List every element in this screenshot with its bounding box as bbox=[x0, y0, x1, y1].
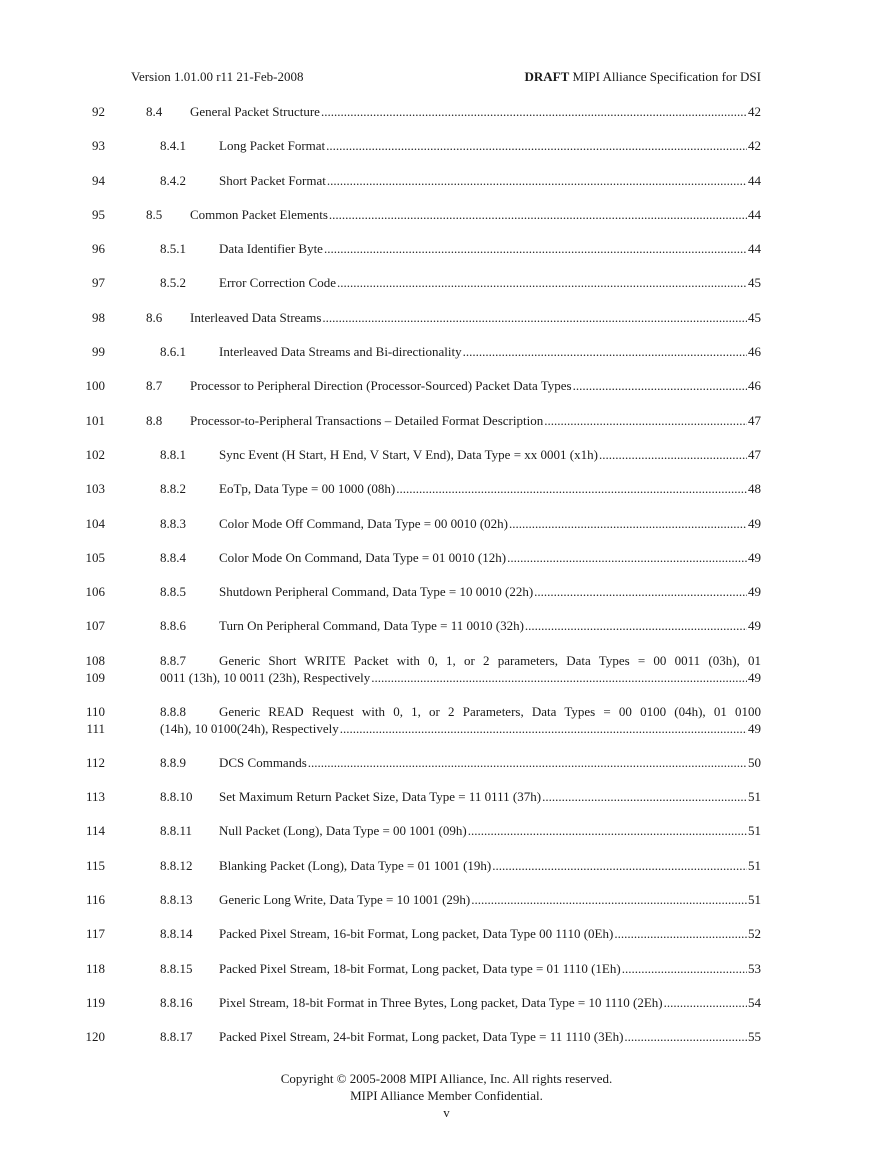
toc-entry[interactable] bbox=[0, 926, 893, 960]
section-number: 8.8.9 bbox=[160, 754, 186, 770]
dot-leader bbox=[542, 789, 747, 805]
toc-entry-title-line bbox=[190, 104, 761, 120]
toc-entry[interactable] bbox=[0, 173, 893, 207]
section-number: 8.8.8 bbox=[160, 703, 186, 719]
page-ref: 46 bbox=[748, 378, 761, 394]
toc-entry[interactable] bbox=[0, 704, 893, 755]
toc-entry[interactable] bbox=[0, 858, 893, 892]
toc-entry[interactable] bbox=[0, 789, 893, 823]
toc-entry[interactable] bbox=[0, 653, 893, 704]
section-title-continued: 0011 (13h), 10 0011 (23h), Respectively bbox=[160, 669, 371, 685]
section-title: Blanking Packet (Long), Data Type = 01 1001 (19h) bbox=[219, 857, 492, 873]
section-title: Shutdown Peripheral Command, Data Type = 10 0010 (22h) bbox=[219, 584, 534, 600]
toc-entry-title-line1 bbox=[160, 704, 761, 720]
toc-entry[interactable] bbox=[0, 892, 893, 926]
section-number: 8.8.17 bbox=[160, 1029, 193, 1045]
toc-entry-title-line bbox=[190, 310, 761, 326]
line-number: 117 bbox=[85, 926, 105, 942]
toc-entry-title-line bbox=[219, 584, 761, 600]
section-title: EoTp, Data Type = 00 1000 (08h) bbox=[219, 481, 396, 497]
line-number: 92 bbox=[92, 104, 105, 119]
line-number: 101 bbox=[85, 412, 105, 428]
section-number: 8.4.2 bbox=[160, 172, 186, 188]
page-ref: 49 bbox=[748, 618, 761, 634]
page-header bbox=[131, 69, 761, 87]
section-title: Generic Short WRITE Packet with 0, 1, or 2 parameters, Data Types = 00 0011 (03h), 01 bbox=[219, 652, 761, 668]
dot-leader bbox=[329, 207, 747, 223]
line-number: 113 bbox=[85, 789, 105, 805]
toc-entry-title-line bbox=[219, 550, 761, 566]
toc-entry-title-line1 bbox=[160, 653, 761, 669]
section-title: Processor-to-Peripheral Transactions – Detailed Format Description bbox=[190, 412, 544, 428]
page-ref: 44 bbox=[748, 241, 761, 257]
toc-entry-title-line bbox=[219, 275, 761, 291]
toc-entry-title-line bbox=[190, 378, 761, 394]
dot-leader bbox=[525, 618, 747, 634]
line-number: 94 bbox=[92, 172, 105, 188]
section-number: 8.8.4 bbox=[160, 549, 186, 565]
toc-entry-title-line bbox=[219, 241, 761, 257]
toc-entry-title-line bbox=[219, 447, 761, 463]
section-number: 8.8.11 bbox=[160, 823, 193, 839]
page-ref: 49 bbox=[748, 669, 761, 685]
toc-entry[interactable] bbox=[0, 138, 893, 172]
page-ref: 42 bbox=[748, 104, 761, 119]
section-title: General Packet Structure bbox=[190, 104, 320, 119]
page-ref: 49 bbox=[748, 549, 761, 565]
page-number: v bbox=[443, 1105, 450, 1120]
confidential-notice: MIPI Alliance Member Confidential. bbox=[350, 1088, 543, 1103]
line-number: 100 bbox=[85, 378, 105, 394]
section-number: 8.6 bbox=[146, 309, 163, 325]
section-title: Generic Long Write, Data Type = 10 1001 (29h) bbox=[219, 891, 471, 907]
section-number: 8.5.2 bbox=[160, 275, 186, 291]
toc-entry-title-line bbox=[219, 516, 761, 532]
line-number: 115 bbox=[85, 857, 105, 873]
dot-leader bbox=[471, 892, 747, 908]
section-title: Null Packet (Long), Data Type = 00 1001 (09h) bbox=[219, 823, 467, 839]
dot-leader bbox=[327, 173, 747, 189]
dot-leader bbox=[622, 961, 747, 977]
section-number: 8.8.10 bbox=[160, 789, 193, 805]
page-ref: 52 bbox=[748, 926, 761, 942]
section-number: 8.5.1 bbox=[160, 241, 186, 257]
line-number: 112 bbox=[85, 754, 105, 770]
toc-entry[interactable] bbox=[0, 823, 893, 857]
toc-entry[interactable] bbox=[0, 584, 893, 618]
section-number: 8.6.1 bbox=[160, 344, 186, 360]
page-ref: 45 bbox=[748, 309, 761, 325]
section-number: 8.8 bbox=[146, 412, 163, 428]
line-number: 118 bbox=[85, 960, 105, 976]
section-title: Packed Pixel Stream, 18-bit Format, Long packet, Data type = 01 1110 (1Eh) bbox=[219, 960, 621, 976]
toc-entry[interactable] bbox=[0, 344, 893, 378]
section-number: 8.8.5 bbox=[160, 584, 186, 600]
toc-entry-title-line2 bbox=[160, 670, 761, 686]
line-number: 102 bbox=[85, 446, 105, 462]
page-ref: 49 bbox=[748, 720, 761, 736]
page-ref: 51 bbox=[748, 789, 761, 805]
toc-entry[interactable] bbox=[0, 104, 893, 138]
section-title: Interleaved Data Streams bbox=[190, 309, 322, 325]
section-number: 8.8.3 bbox=[160, 515, 186, 531]
section-number: 8.8.7 bbox=[160, 652, 186, 668]
toc-entry-title-line bbox=[219, 344, 761, 360]
section-title: Common Packet Elements bbox=[190, 206, 328, 222]
dot-leader bbox=[371, 670, 747, 686]
dot-leader bbox=[308, 755, 747, 771]
section-title: Packed Pixel Stream, 16-bit Format, Long packet, Data Type 00 1110 (0Eh) bbox=[219, 926, 614, 942]
line-number: 99 bbox=[92, 344, 105, 360]
dot-leader bbox=[463, 344, 747, 360]
line-number: 111 bbox=[86, 720, 105, 736]
toc-entry-title-line bbox=[219, 926, 761, 942]
page-ref: 49 bbox=[748, 515, 761, 531]
toc-entry[interactable] bbox=[0, 207, 893, 241]
section-title: Set Maximum Return Packet Size, Data Type = 11 0111 (37h) bbox=[219, 789, 542, 805]
page-ref: 45 bbox=[748, 275, 761, 291]
section-number: 8.4 bbox=[146, 104, 163, 119]
line-number: 96 bbox=[92, 241, 105, 257]
toc-entry[interactable] bbox=[0, 618, 893, 652]
page-ref: 49 bbox=[748, 584, 761, 600]
toc-entry-title-line bbox=[219, 892, 761, 908]
line-number: 93 bbox=[92, 138, 105, 154]
section-title: Turn On Peripheral Command, Data Type = 11 0010 (32h) bbox=[219, 618, 524, 634]
toc-entry[interactable] bbox=[0, 961, 893, 995]
section-title: Color Mode Off Command, Data Type = 00 0010 (02h) bbox=[219, 515, 509, 531]
copyright-notice: Copyright © 2005-2008 MIPI Alliance, Inc. All rights reserved. bbox=[280, 1071, 613, 1086]
toc-entry[interactable] bbox=[0, 481, 893, 515]
toc-entry-title-line bbox=[219, 858, 761, 874]
dot-leader bbox=[396, 481, 747, 497]
toc-entry-title-line bbox=[190, 413, 761, 429]
toc-entry[interactable] bbox=[0, 378, 893, 412]
section-title: Short Packet Format bbox=[219, 172, 326, 188]
section-number: 8.8.2 bbox=[160, 481, 186, 497]
page-ref: 55 bbox=[748, 1029, 761, 1045]
toc-entry-title-line bbox=[219, 481, 761, 497]
section-number: 8.8.13 bbox=[160, 891, 193, 907]
dot-leader bbox=[324, 241, 747, 257]
section-title: Generic READ Request with 0, 1, or 2 Parameters, Data Types = 00 0100 (04h), 01 0100 bbox=[219, 703, 761, 719]
dot-leader bbox=[340, 721, 747, 737]
page-ref: 47 bbox=[748, 412, 761, 428]
line-number: 108 bbox=[85, 652, 105, 668]
line-number: 116 bbox=[85, 891, 105, 907]
page-ref: 48 bbox=[748, 481, 761, 497]
section-number: 8.8.14 bbox=[160, 926, 193, 942]
toc-entry[interactable] bbox=[0, 550, 893, 584]
section-title-continued: (14h), 10 0100(24h), Respectively bbox=[160, 720, 339, 736]
toc-entry-title-line bbox=[219, 961, 761, 977]
section-title: Color Mode On Command, Data Type = 01 0010 (12h) bbox=[219, 549, 507, 565]
toc-entry-title-line bbox=[219, 1029, 761, 1045]
toc-entry[interactable] bbox=[0, 755, 893, 789]
section-number: 8.8.16 bbox=[160, 994, 193, 1010]
draft-label: DRAFT bbox=[524, 69, 570, 84]
toc-entry-title-line2 bbox=[160, 721, 761, 737]
line-number: 120 bbox=[85, 1029, 105, 1045]
dot-leader bbox=[492, 858, 747, 874]
page-ref: 51 bbox=[748, 891, 761, 907]
page-ref: 42 bbox=[748, 138, 761, 154]
dot-leader bbox=[534, 584, 747, 600]
dot-leader bbox=[326, 138, 747, 154]
section-title: Sync Event (H Start, H End, V Start, V End), Data Type = xx 0001 (x1h) bbox=[219, 446, 598, 462]
table-of-contents bbox=[0, 104, 893, 1063]
section-number: 8.5 bbox=[146, 206, 163, 222]
section-title: Packed Pixel Stream, 24-bit Format, Long packet, Data Type = 11 1110 (3Eh) bbox=[219, 1029, 624, 1045]
page-ref: 44 bbox=[748, 172, 761, 188]
dot-leader bbox=[573, 378, 747, 394]
section-title: Error Correction Code bbox=[219, 275, 336, 291]
page-ref: 51 bbox=[748, 823, 761, 839]
dot-leader bbox=[614, 926, 747, 942]
toc-entry-title-line bbox=[219, 138, 761, 154]
toc-entry[interactable] bbox=[0, 310, 893, 344]
toc-entry-title-line bbox=[219, 618, 761, 634]
toc-entry[interactable] bbox=[0, 447, 893, 481]
dot-leader bbox=[322, 310, 747, 326]
page-footer bbox=[0, 1070, 893, 1121]
version-label: Version 1.01.00 r11 21-Feb-2008 bbox=[131, 69, 304, 84]
dot-leader bbox=[509, 516, 747, 532]
section-number: 8.8.15 bbox=[160, 960, 193, 976]
line-number: 95 bbox=[92, 206, 105, 222]
section-title: Interleaved Data Streams and Bi-directionality bbox=[219, 344, 462, 360]
section-title: Pixel Stream, 18-bit Format in Three Bytes, Long packet, Data Type = 10 1110 (2Eh) bbox=[219, 994, 663, 1010]
line-number: 105 bbox=[85, 549, 105, 565]
toc-entry-title-line bbox=[219, 995, 761, 1011]
page-ref: 50 bbox=[748, 754, 761, 770]
section-number: 8.8.1 bbox=[160, 446, 186, 462]
section-title: Long Packet Format bbox=[219, 138, 326, 154]
toc-entry[interactable] bbox=[0, 516, 893, 550]
dot-leader bbox=[507, 550, 747, 566]
dot-leader bbox=[664, 995, 747, 1011]
toc-entry[interactable] bbox=[0, 413, 893, 447]
line-number: 114 bbox=[85, 823, 105, 839]
dot-leader bbox=[544, 413, 747, 429]
page-ref: 54 bbox=[748, 994, 761, 1010]
line-number: 110 bbox=[85, 703, 105, 719]
toc-entry-title-line bbox=[219, 823, 761, 839]
section-title: Processor to Peripheral Direction (Processor-Sourced) Packet Data Types bbox=[190, 378, 572, 394]
dot-leader bbox=[468, 823, 747, 839]
line-number: 106 bbox=[85, 584, 105, 600]
page-ref: 51 bbox=[748, 857, 761, 873]
section-title: DCS Commands bbox=[219, 754, 307, 770]
spec-title bbox=[525, 69, 762, 85]
toc-entry-title-line bbox=[219, 755, 761, 771]
dot-leader bbox=[337, 275, 747, 291]
toc-entry-title-line bbox=[219, 789, 761, 805]
page-ref: 53 bbox=[748, 960, 761, 976]
line-number: 109 bbox=[85, 669, 105, 685]
page-ref: 47 bbox=[748, 446, 761, 462]
dot-leader bbox=[624, 1029, 747, 1045]
dot-leader bbox=[599, 447, 747, 463]
line-number: 97 bbox=[92, 275, 105, 291]
spec-title-text: MIPI Alliance Specification for DSI bbox=[569, 69, 761, 84]
toc-entry[interactable] bbox=[0, 275, 893, 309]
section-number: 8.7 bbox=[146, 378, 163, 394]
line-number: 104 bbox=[85, 515, 105, 531]
dot-leader bbox=[321, 104, 747, 120]
section-number: 8.8.6 bbox=[160, 618, 186, 634]
section-number: 8.8.12 bbox=[160, 857, 193, 873]
line-number: 119 bbox=[85, 994, 105, 1010]
toc-entry[interactable] bbox=[0, 241, 893, 275]
line-number: 103 bbox=[85, 481, 105, 497]
section-title: Data Identifier Byte bbox=[219, 241, 323, 257]
page-ref: 46 bbox=[748, 344, 761, 360]
toc-entry-title-line bbox=[190, 207, 761, 223]
page-ref: 44 bbox=[748, 206, 761, 222]
section-number: 8.4.1 bbox=[160, 138, 186, 154]
toc-entry[interactable] bbox=[0, 995, 893, 1029]
line-number: 107 bbox=[85, 618, 105, 634]
toc-entry-title-line bbox=[219, 173, 761, 189]
line-number: 98 bbox=[92, 309, 105, 325]
toc-entry[interactable] bbox=[0, 1029, 893, 1063]
